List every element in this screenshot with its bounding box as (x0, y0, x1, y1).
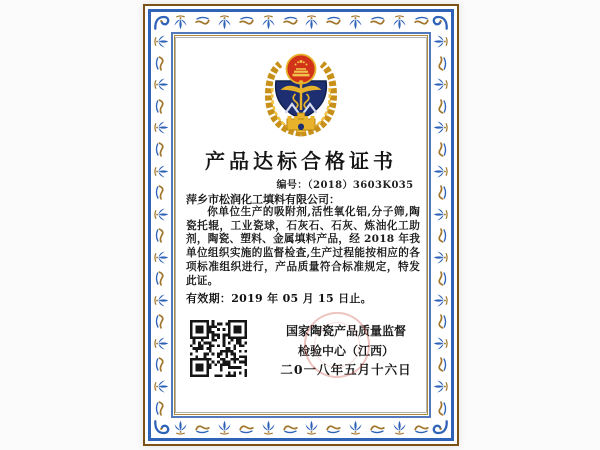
border-ornament-strip-left (152, 31, 171, 419)
border-corner-ornament-icon (152, 418, 171, 437)
national-emblem-icon (261, 49, 341, 137)
border-ornament-strip-top (170, 13, 432, 32)
recipient-company: 萍乡市松润化工填料有限公司： (186, 193, 340, 206)
certificate-title: 产品达标合格证书 (205, 149, 397, 173)
border-ornament-strip-right (431, 31, 450, 419)
serial-number: 编号：（2018）3603K035 (276, 180, 414, 191)
border-corner-ornament-icon (431, 418, 450, 437)
validity-line: 有效期：2019 年 05 月 15 日止。 (186, 292, 372, 305)
border-corner-ornament-icon (431, 13, 450, 32)
certificate-body-text: 你单位生产的吸附剂,活性氧化铝,分子筛,陶瓷托辊，工业瓷球，石灰石、石灰、炼油化工助剂，陶瓷、塑料、金属填料产品，经 2018 年我单位组织实施的监督检查,生产过程能按相应的各项标准组织进行，产品质量符合标准规定，特发此证。 (186, 206, 420, 287)
issuer-line2: 检验中心（江西） (297, 344, 394, 358)
certificate-content (175, 37, 427, 413)
certificate (143, 4, 459, 446)
issue-date: 二0一八年五月十六日 (280, 362, 412, 377)
border-ornament-strip-bottom (170, 418, 432, 437)
border-corner-ornament-icon (152, 13, 171, 32)
qr-code-image (190, 320, 247, 377)
issuer-line1: 国家陶瓷产品质量监督 (285, 324, 406, 338)
